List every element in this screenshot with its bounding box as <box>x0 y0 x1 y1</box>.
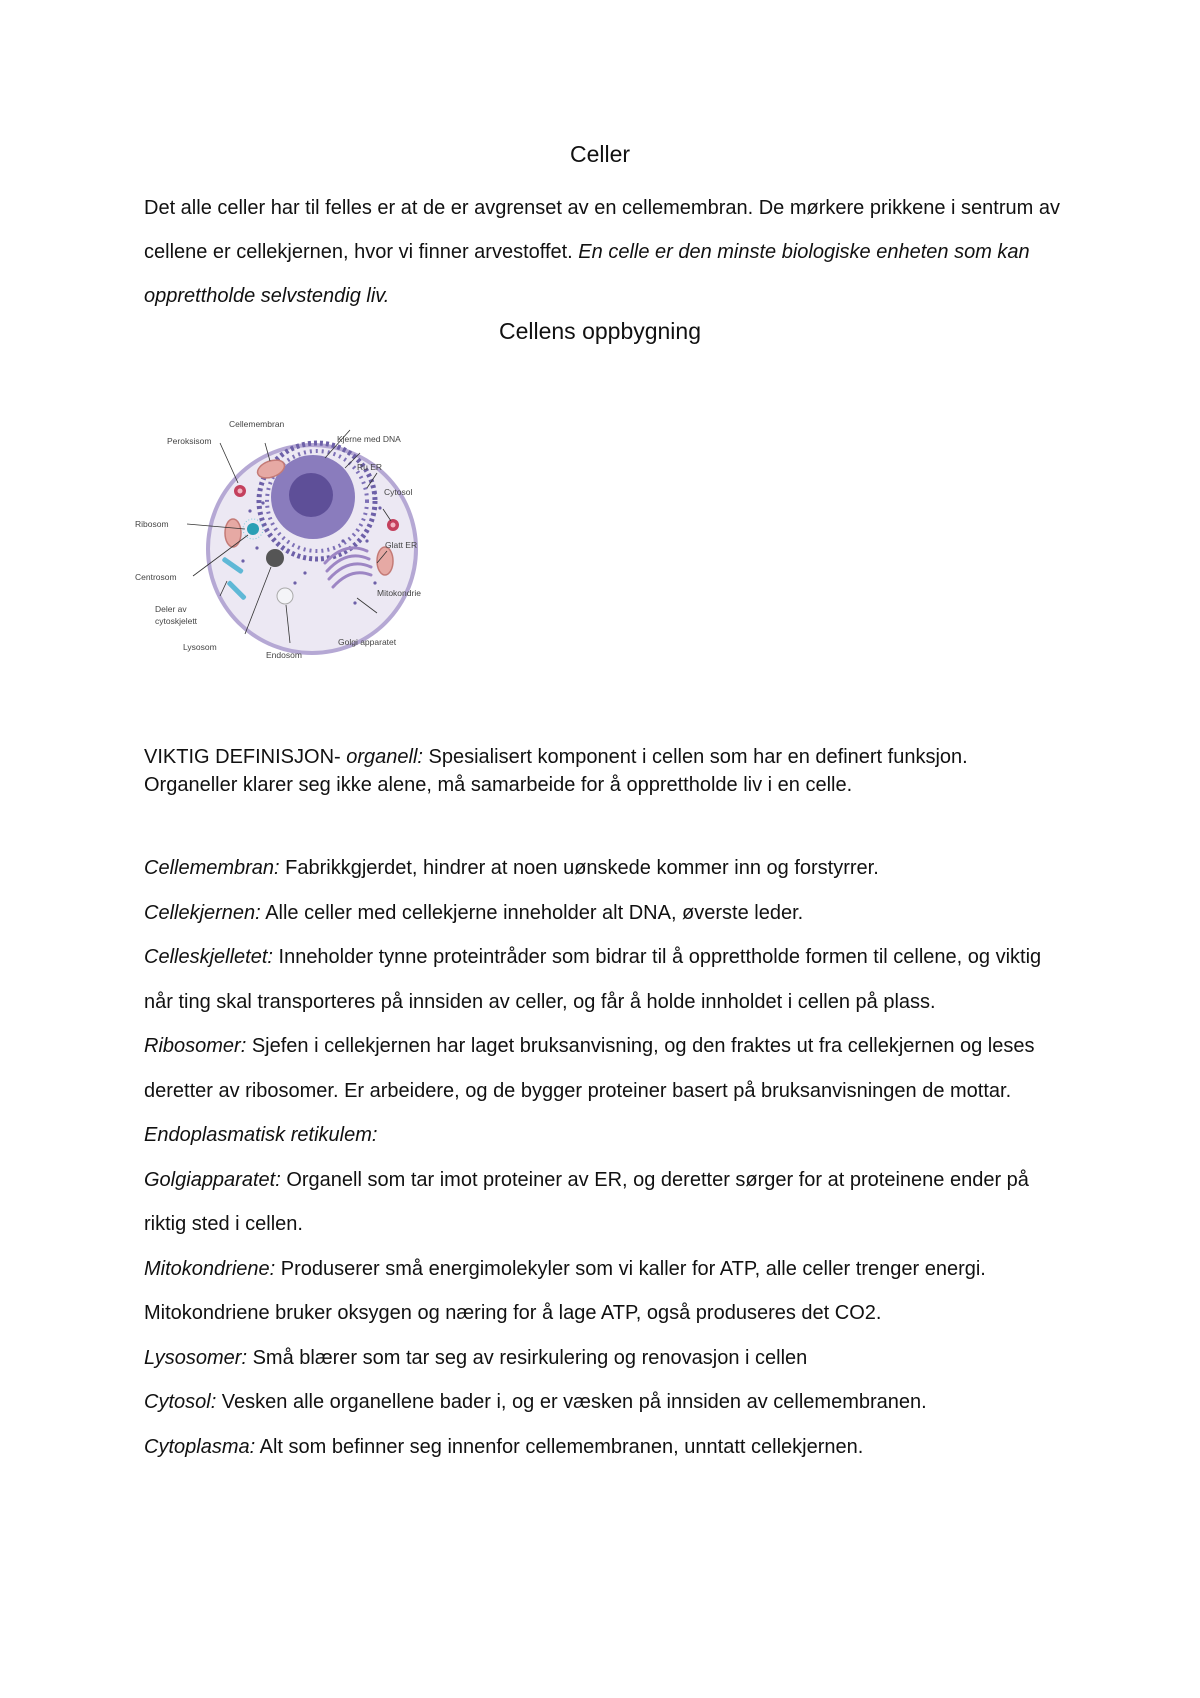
label-centrosom: Centrosom <box>135 572 177 582</box>
definition-text: Spesialisert komponent i cellen som har en definert funksjon. Organeller klarer seg ikke alene, må samarbeide for å opprettholde liv i en celle. <box>144 746 968 796</box>
entry-term: Lysosomer: <box>144 1346 248 1369</box>
organelle-list <box>144 846 1074 1469</box>
intro-italic-text: En celle er den minste biologiske enheten som kan opprettholde selvstendig liv. <box>144 241 1030 307</box>
entry-cellemembran <box>144 846 1074 891</box>
lysosome-shape <box>266 549 284 567</box>
entry-term: Cellekjernen: <box>144 901 261 924</box>
label-mitokondrie: Mitokondrie <box>377 588 421 598</box>
entry-text: Produserer små energimolekyler som vi kaller for ATP, alle celler trenger energi. Mitokondriene bruker oksygen og næring for å lage ATP, også produseres det CO2. <box>144 1257 986 1324</box>
entry-celleskjelettet <box>144 935 1074 1024</box>
label-glatt-er: Glatt ER <box>385 540 418 550</box>
label-lysosom: Lysosom <box>183 642 217 652</box>
entry-text: Inneholder tynne proteintråder som bidrar til å opprettholde formen til cellene, og viktig når ting skal transporteres på innsiden av celler, og får å holde innholdet i cellen på plass. <box>144 946 1042 1013</box>
label-cytosol: Cytosol <box>384 487 413 497</box>
label-ribosom: Ribosom <box>135 519 169 529</box>
entry-lysosomer <box>144 1336 1074 1381</box>
entry-text: Alt som befinner seg innenfor cellemembranen, unntatt cellekjernen. <box>255 1435 864 1458</box>
entry-term: Endoplasmatisk retikulem: <box>144 1124 378 1146</box>
cell-diagram <box>135 413 475 688</box>
section-title: Cellens oppbygning <box>498 318 702 344</box>
label-kjerne: Kjerne med DNA <box>337 434 401 444</box>
entry-text: Organell som tar imot proteiner av ER, og deretter sørger for at proteinene ender på riktig sted i cellen. <box>144 1168 1029 1235</box>
entry-cellekjernen <box>144 891 1074 936</box>
label-deler-av: Deler av <box>155 604 187 614</box>
entry-term: Cytoplasma: <box>144 1435 256 1458</box>
entry-text: Alle celler med cellekjerne inneholder alt DNA, øverste leder. <box>260 901 804 924</box>
entry-text: Fabrikkgjerdet, hindrer at noen uønskede kommer inn og forstyrrer. <box>279 857 879 879</box>
label-peroksisom: Peroksisom <box>167 436 212 446</box>
centrosome-shape <box>247 523 259 535</box>
entry-term: Golgiapparatet: <box>144 1168 281 1191</box>
definition-term: organell: <box>346 746 423 768</box>
label-endosom: Endosom <box>266 650 302 660</box>
entry-term: Cellemembran: <box>144 857 280 879</box>
entry-term: Mitokondriene: <box>144 1257 276 1280</box>
label-cytoskjelett: cytoskjelett <box>155 616 198 626</box>
entry-term: Cytosol: <box>144 1391 217 1413</box>
entry-endoplasmatisk <box>144 1113 1074 1158</box>
definition-paragraph <box>144 743 1064 799</box>
entry-text: Sjefen i cellekjernen har laget bruksanvisning, og den fraktes ut fra cellekjernen og leses deretter av ribosomer. Er arbeidere, og de bygger proteiner basert på bruksanvisningen de mottar. <box>144 1035 1035 1102</box>
entry-term: Ribosomer: <box>144 1035 247 1057</box>
entry-cytoplasma <box>144 1425 1074 1470</box>
entry-text: Små blærer som tar seg av resirkulering og renovasjon i cellen <box>247 1346 808 1369</box>
definition-prefix: VIKTIG DEFINISJON- <box>144 746 347 768</box>
page-title: Celler <box>569 141 631 167</box>
endosome-shape <box>277 588 293 604</box>
nucleolus-shape <box>289 473 333 517</box>
label-golgi: Golgi apparatet <box>338 637 397 647</box>
entry-text: Vesken alle organellene bader i, og er væsken på innsiden av cellemembranen. <box>216 1391 927 1413</box>
entry-term: Celleskjelletet: <box>144 946 273 968</box>
entry-mitokondriene <box>144 1247 1074 1336</box>
label-ru-er: Ru ER <box>357 462 383 472</box>
intro-text: Det alle celler har til felles er at de er avgrenset av en cellemembran. De mørkere prikkene i sentrum av cellene er cellekjernen, hvor vi finner arvestoffet. <box>144 197 1060 263</box>
entry-cytosol <box>144 1380 1074 1425</box>
intro-paragraph <box>144 186 1064 318</box>
label-cellemembran: Cellemembran <box>229 419 285 429</box>
entry-ribosomer <box>144 1024 1074 1113</box>
entry-golgiapparatet <box>144 1158 1074 1247</box>
